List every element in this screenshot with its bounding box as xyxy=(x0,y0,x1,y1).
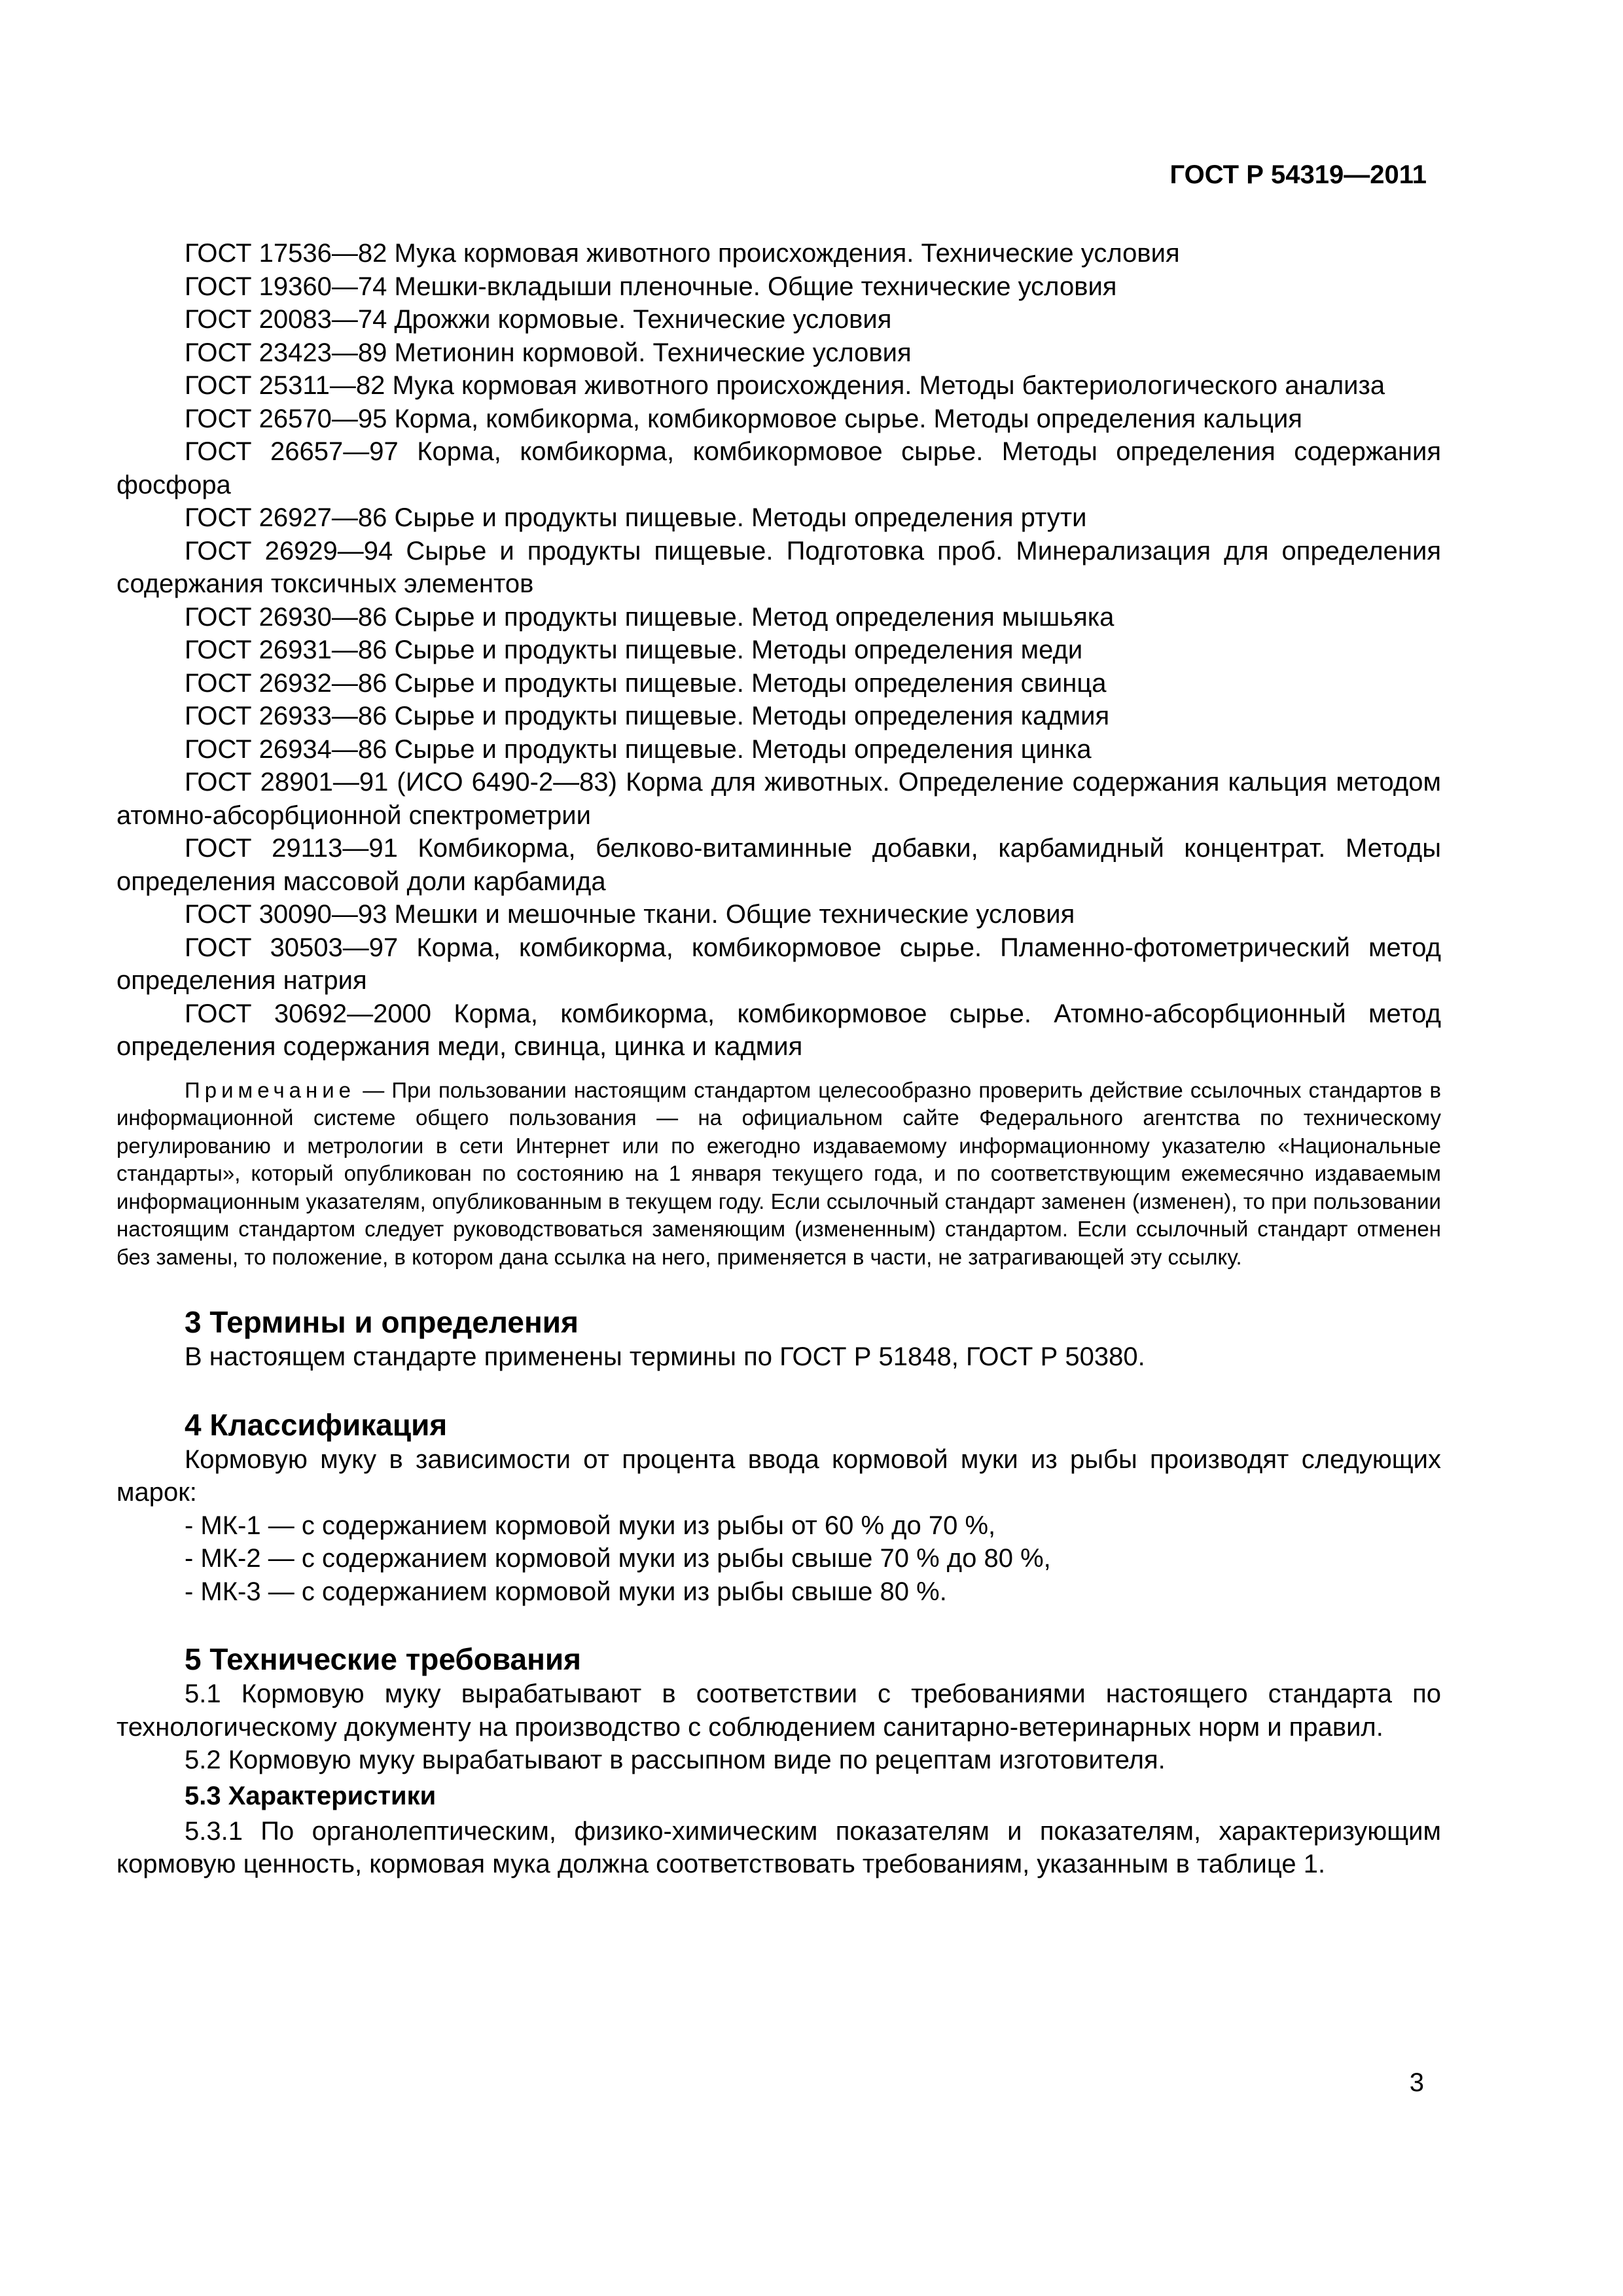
reference-item: ГОСТ 19360—74 Мешки-вкладыши пленочные. Общие технические условия xyxy=(185,272,1117,301)
reference-item: ГОСТ 29113—91 Комбикорма, белково-витаминные добавки, карбамидный концентрат. Методы определения массовой доли карбамида xyxy=(116,834,1441,896)
reference-item: ГОСТ 23423—89 Метионин кормовой. Технические условия xyxy=(185,338,912,367)
subsection-5-3-title: 5.3 Характеристики xyxy=(185,1781,437,1810)
section-4-intro: Кормовую муку в зависимости от процента ввода кормовой муки из рыбы производят следующих марок: xyxy=(116,1444,1441,1507)
reference-item: ГОСТ 26930—86 Сырье и продукты пищевые. Метод определения мышьяка xyxy=(185,602,1115,632)
paragraph-5-1: 5.1 Кормовую муку вырабатывают в соответствии с требованиями настоящего стандарта по технологическому документу на производство с соблюдением санитарно-ветеринарных норм и правил. xyxy=(116,1679,1441,1742)
reference-item: ГОСТ 17536—82 Мука кормовая животного происхождения. Технические условия xyxy=(185,239,1180,268)
page-number: 3 xyxy=(1409,2068,1424,2097)
paragraph-5-2: 5.2 Кормовую муку вырабатывают в рассыпном виде по рецептам изготовителя. xyxy=(185,1746,1166,1774)
brand-item: - МК-1 — с содержанием кормовой муки из рыбы от 60 % до 70 %, xyxy=(185,1511,996,1540)
page-content xyxy=(116,237,1441,1881)
section-5-title: 5 Технические требования xyxy=(185,1642,581,1676)
section-4-title: 4 Классификация xyxy=(185,1407,448,1442)
brand-item: - МК-2 — с содержанием кормовой муки из рыбы свыше 70 % до 80 %, xyxy=(185,1544,1051,1573)
reference-item: ГОСТ 25311—82 Мука кормовая животного происхождения. Методы бактериологического анализа xyxy=(185,371,1385,400)
note-label: Примечание xyxy=(185,1077,356,1102)
brand-item: - МК-3 — с содержанием кормовой муки из рыбы свыше 80 %. xyxy=(185,1577,947,1606)
reference-item: ГОСТ 30090—93 Мешки и мешочные ткани. Общие технические условия xyxy=(185,900,1075,929)
brand-list xyxy=(116,1509,1441,1609)
normative-references-list xyxy=(116,237,1441,1064)
reference-item: ГОСТ 20083—74 Дрожжи кормовые. Технические условия xyxy=(185,305,892,334)
paragraph-5-3-1: 5.3.1 По органолептическим, физико-химическим показателям и показателям, характеризующим кормовую ценность, кормовая мука должна соответствовать требованиям, указанным в таблице 1. xyxy=(116,1816,1441,1878)
reference-item: ГОСТ 30503—97 Корма, комбикорма, комбикормовое сырье. Пламенно-фотометрический метод определения натрия xyxy=(116,933,1441,995)
document-id-header: ГОСТ Р 54319—2011 xyxy=(1169,160,1427,189)
reference-item: ГОСТ 26929—94 Сырье и продукты пищевые. Подготовка проб. Минерализация для определения содержания токсичных элементов xyxy=(116,536,1441,598)
section-3-title: 3 Термины и определения xyxy=(185,1305,579,1339)
reference-item: ГОСТ 26927—86 Сырье и продукты пищевые. Методы определения ртути xyxy=(185,503,1087,532)
reference-item: ГОСТ 26657—97 Корма, комбикорма, комбикормовое сырье. Методы определения содержания фосфора xyxy=(116,437,1441,499)
reference-item: ГОСТ 26932—86 Сырье и продукты пищевые. Методы определения свинца xyxy=(185,668,1107,698)
reference-item: ГОСТ 26933—86 Сырье и продукты пищевые. Методы определения кадмия xyxy=(185,702,1110,730)
reference-item: ГОСТ 28901—91 (ИСО 6490-2—83) Корма для животных. Определение содержания кальция методом атомно-абсорбционной спектрометрии xyxy=(116,768,1441,830)
reference-item: ГОСТ 30692—2000 Корма, комбикорма, комбикормовое сырье. Атомно-абсорбционный метод определения содержания меди, свинца, цинка и кадмия xyxy=(116,999,1441,1061)
note-paragraph xyxy=(116,1077,1441,1272)
reference-item: ГОСТ 26931—86 Сырье и продукты пищевые. Методы определения меди xyxy=(185,636,1083,664)
reference-item: ГОСТ 26934—86 Сырье и продукты пищевые. Методы определения цинка xyxy=(185,734,1092,764)
section-3-text: В настоящем стандарте применены термины по ГОСТ Р 51848, ГОСТ Р 50380. xyxy=(185,1342,1145,1371)
note-text: — При пользовании настоящим стандартом целесообразно проверить действие ссылочных стандартов в информационной системе общего пользования — на официальном сайте Федерального агентства по техническому регулированию и метрологии в сети Интернет или по ежегодно издаваемому информационному указателю «Национальные стандарты», который опубликован по состоянию на 1 января текущего года, и по соответствующим ежемесячно издаваемым информационным указателям, опубликованным в текущем году. Если ссылочный стандарт заменен (изменен), то при пользовании настоящим стандартом следует руководствоваться заменяющим (измененным) стандартом. Если ссылочный стандарт отменен без замены, то положение, в котором дана ссылка на него, применяется в части, не затрагивающей эту ссылку. xyxy=(116,1077,1441,1269)
reference-item: ГОСТ 26570—95 Корма, комбикорма, комбикормовое сырье. Методы определения кальция xyxy=(185,404,1302,433)
